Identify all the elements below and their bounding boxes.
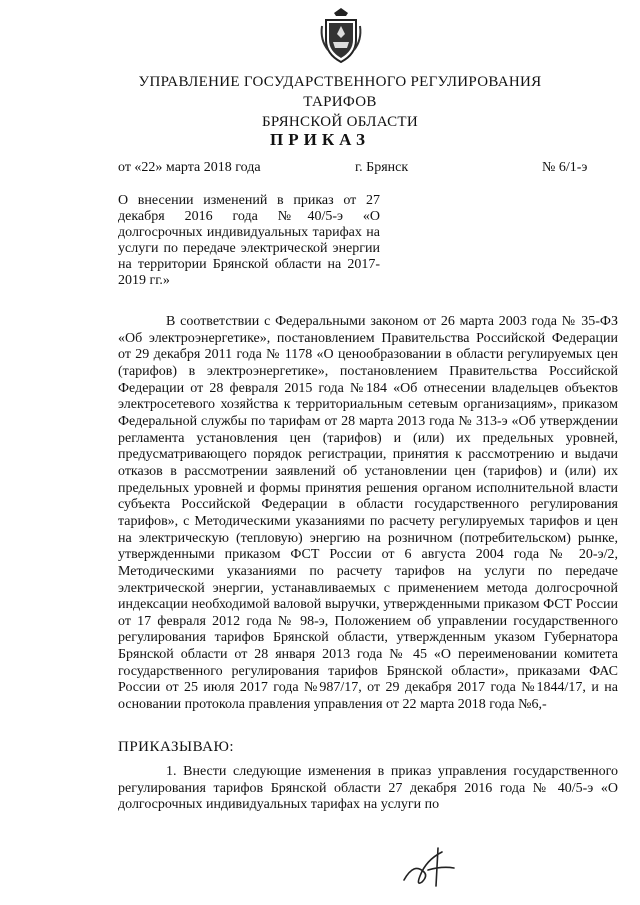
organization-name [100,72,580,132]
order-item-1: 1. Внести следующие изменения в приказ управления государственного регулирования тарифов Брянской области 27 декабря 2016 года № 40/5-э «О долгосрочных индивидуальных тарифах на услуги по [118,764,618,812]
order-subject: О внесении изменений в приказ от 27 декабря 2016 года №40/5-э «О долгосрочных индивидуальных тарифах на услуги по передаче электрической энергии на территории Брянской области на 2017-2019 гг.» [118,193,380,288]
order-date: от «22» марта 2018 года [118,160,261,175]
order-city: г. Брянск [355,160,409,175]
signature-icon [398,840,462,890]
organization-line-2: БРЯНСКОЙ ОБЛАСТИ [261,114,419,130]
order-number: № 6/1-э [542,160,588,175]
document-type-title: ПРИКАЗ [270,130,370,149]
preamble-paragraph: В соответствии с Федеральными законом от 26 марта 2003 года № 35-ФЗ «Об электроэнергетике», постановлением Правительства Российской Федерации от 29 декабря 2011 года № 1178 «О ценообразовании в области регулируемых цен (тарифов) в электроэнергетике», постановлением Правительства Российской Федерации от 28 февраля 2015 года №184 «Об отнесении владельцев объектов электросетевого хозяйства к территориальным сетевым организациям», приказом Федеральной службы по тарифам от 28 марта 2013 года № 313-э «Об утверждении регламента установления цен (тарифов) и (или) их предельных уровней, предусматривающего порядок регистрации, принятия к рассмотрению и выдачи отказов в рассмотрении заявлений об установлении цен (тарифов) и (или) их предельных уровней и формы принятия решения органом исполнительной власти субъекта Российской Федерации в области государственного регулирования тарифов», с Методическими указаниями по расчету регулируемых тарифов и цен на электрическую (тепловую) энергию на розничном (потребительском) рынке, утвержденными приказом ФСТ России от 6 августа 2004 года № 20-э/2, Методическими указаниями по расчету тарифов на услуги по передаче электрической энергии, устанавливаемых с применением метода долгосрочной индексации необходимой валовой выручки, утвержденными приказом ФСТ России от 17 февраля 2012 года № 98-э, Положением об управлении государственного регулирования тарифов Брянской области, утвержденным указом Губернатора Брянской области от 28 января 2013 года № 45 «О переименовании комитета государственного регулирования тарифов Брянской области», приказами ФАС России от 25 июля 2017 года №987/17, от 29 декабря 2017 года №1844/17, и на основании протокола правления управления от 22 марта 2018 года №6,- [118,314,618,713]
coat-of-arms-icon [318,6,364,64]
organization-line-1: УПРАВЛЕНИЕ ГОСУДАРСТВЕННОГО РЕГУЛИРОВАНИЯ ТАРИФОВ [138,74,542,110]
decree-heading: ПРИКАЗЫВАЮ: [118,739,235,755]
